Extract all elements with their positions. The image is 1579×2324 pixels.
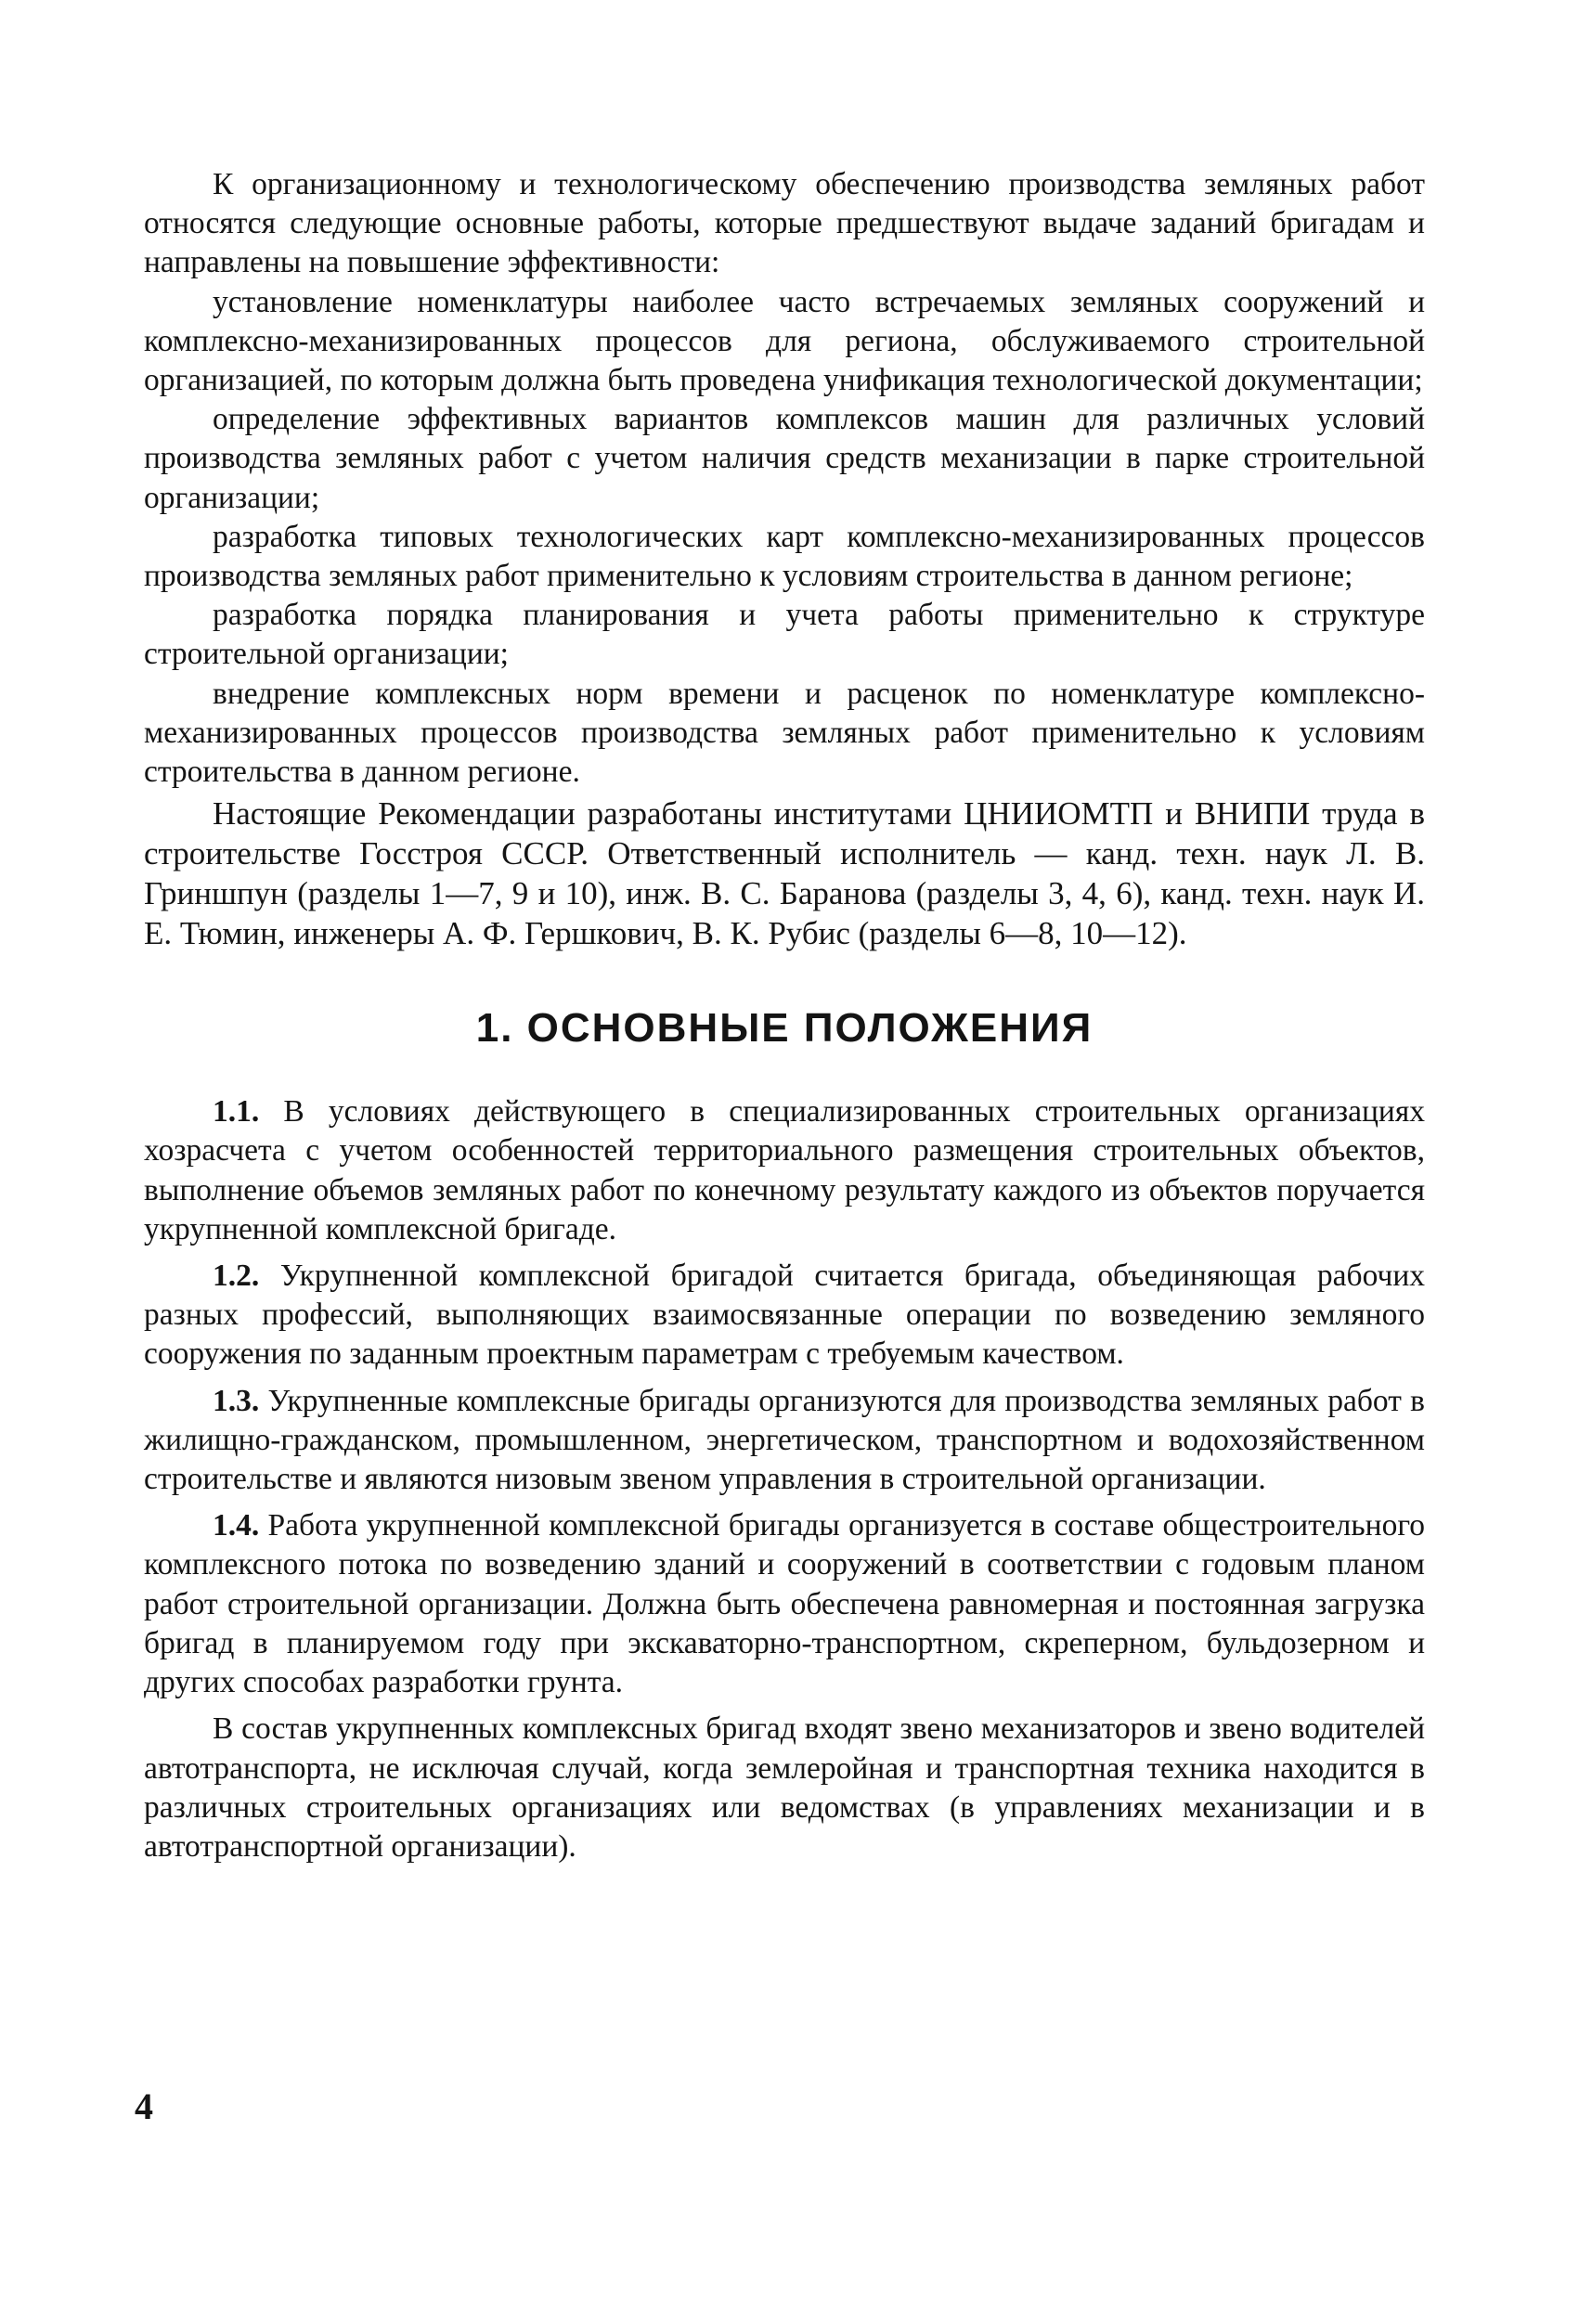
clause-number: 1.2.: [213, 1259, 260, 1294]
clause-text: Укрупненной комплексной бригадой считается бригада, объединяющая рабочих разных профессий, выполняющих взаимосвязанные операции по возведению земляного сооружения по заданным проектным параметрам с требуемым качеством.: [144, 1259, 1425, 1372]
clause-number: 1.3.: [213, 1383, 260, 1418]
clause-text: Работа укрупненной комплексной бригады организуется в составе общестроительного комплексного потока по возведению зданий и сооружений в соответствии с годовым планом работ строительной организации. Должна быть обеспечена равномерная и постоянная загрузка бригад в планируемом году при экскаваторно-транспортном, скреперном, бульдозерном и других способах разработки грунта.: [144, 1508, 1425, 1700]
clause-paragraph: [144, 1092, 1425, 1249]
clause-number: 1.1.: [213, 1094, 260, 1130]
clause-number: 1.4.: [213, 1508, 260, 1543]
clause-text: Укрупненные комплексные бригады организуются для производства земляных работ в жилищно-гражданском, промышленном, энергетическом, транспортном и водохозяйственном строительстве и являются низовым звеном управления в строительной организации.: [144, 1383, 1425, 1497]
clause-paragraph: [144, 1257, 1425, 1375]
clause-paragraph: [144, 1506, 1425, 1702]
intro-item-paragraph: определение эффективных вариантов комплексов машин для различных условий производства земляных работ с учетом наличия средств механизации в парке строительной организации;: [144, 402, 1425, 515]
page-number: 4: [135, 2085, 153, 2127]
intro-item-paragraph: разработка типовых технологических карт комплексно-механизированных процессов производства земляных работ применительно к условиям строительства в данном регионе;: [144, 519, 1425, 594]
intro-item-paragraph: установление номенклатуры наиболее часто встречаемых земляных сооружений и комплексно-механизированных процессов для региона, обслуживаемого строительной организацией, по которым должна быть проведена унификация технологической документации;: [144, 284, 1425, 398]
intro-item-paragraph: разработка порядка планирования и учета работы применительно к структуре строительной организации;: [144, 598, 1425, 672]
closing-paragraph: В состав укрупненных комплексных бригад входят звено механизаторов и звено водителей автотранспорта, не исключая случай, когда землеройная и транспортная техника находится в различных строительных организациях или ведомствах (в управлениях механизации и в автотранспортной организации).: [144, 1711, 1425, 1864]
page-body: [144, 165, 1425, 1866]
clause-paragraph: [144, 1382, 1425, 1500]
intro-lead-paragraph: К организационному и технологическому обеспечению производства земляных работ относятся следующие основные работы, которые предшествуют выдаче заданий бригадам и направлены на повышение эффективности:: [144, 167, 1425, 280]
section-title: 1. ОСНОВНЫЕ ПОЛОЖЕНИЯ: [475, 1005, 1094, 1052]
section-body: [144, 1092, 1425, 1866]
authors-paragraph: Настоящие Рекомендации разработаны институтами ЦНИИОМТП и ВНИПИ труда в строительстве Госстроя СССР. Ответственный исполнитель — канд. техн. наук Л. В. Гриншпун (разделы 1—7, 9 и 10), инж. В. С. Баранова (разделы 3, 4, 6), канд. техн. наук И. Е. Тюмин, инженеры А. Ф. Гершкович, В. К. Рубис (разделы 6—8, 10—12).: [144, 795, 1425, 952]
intro-item-paragraph: внедрение комплексных норм времени и расценок по номенклатуре комплексно-механизированных процессов производства земляных работ применительно к условиям строительства в данном регионе.: [144, 676, 1425, 790]
intro-block: [144, 165, 1425, 953]
clause-text: В условиях действующего в специализированных строительных организациях хозрасчета с учетом особенностей территориального размещения строительных объектов, выполнение объемов земляных работ по конечному результату каждого из объектов поручается укрупненной комплексной бригаде.: [144, 1094, 1425, 1246]
